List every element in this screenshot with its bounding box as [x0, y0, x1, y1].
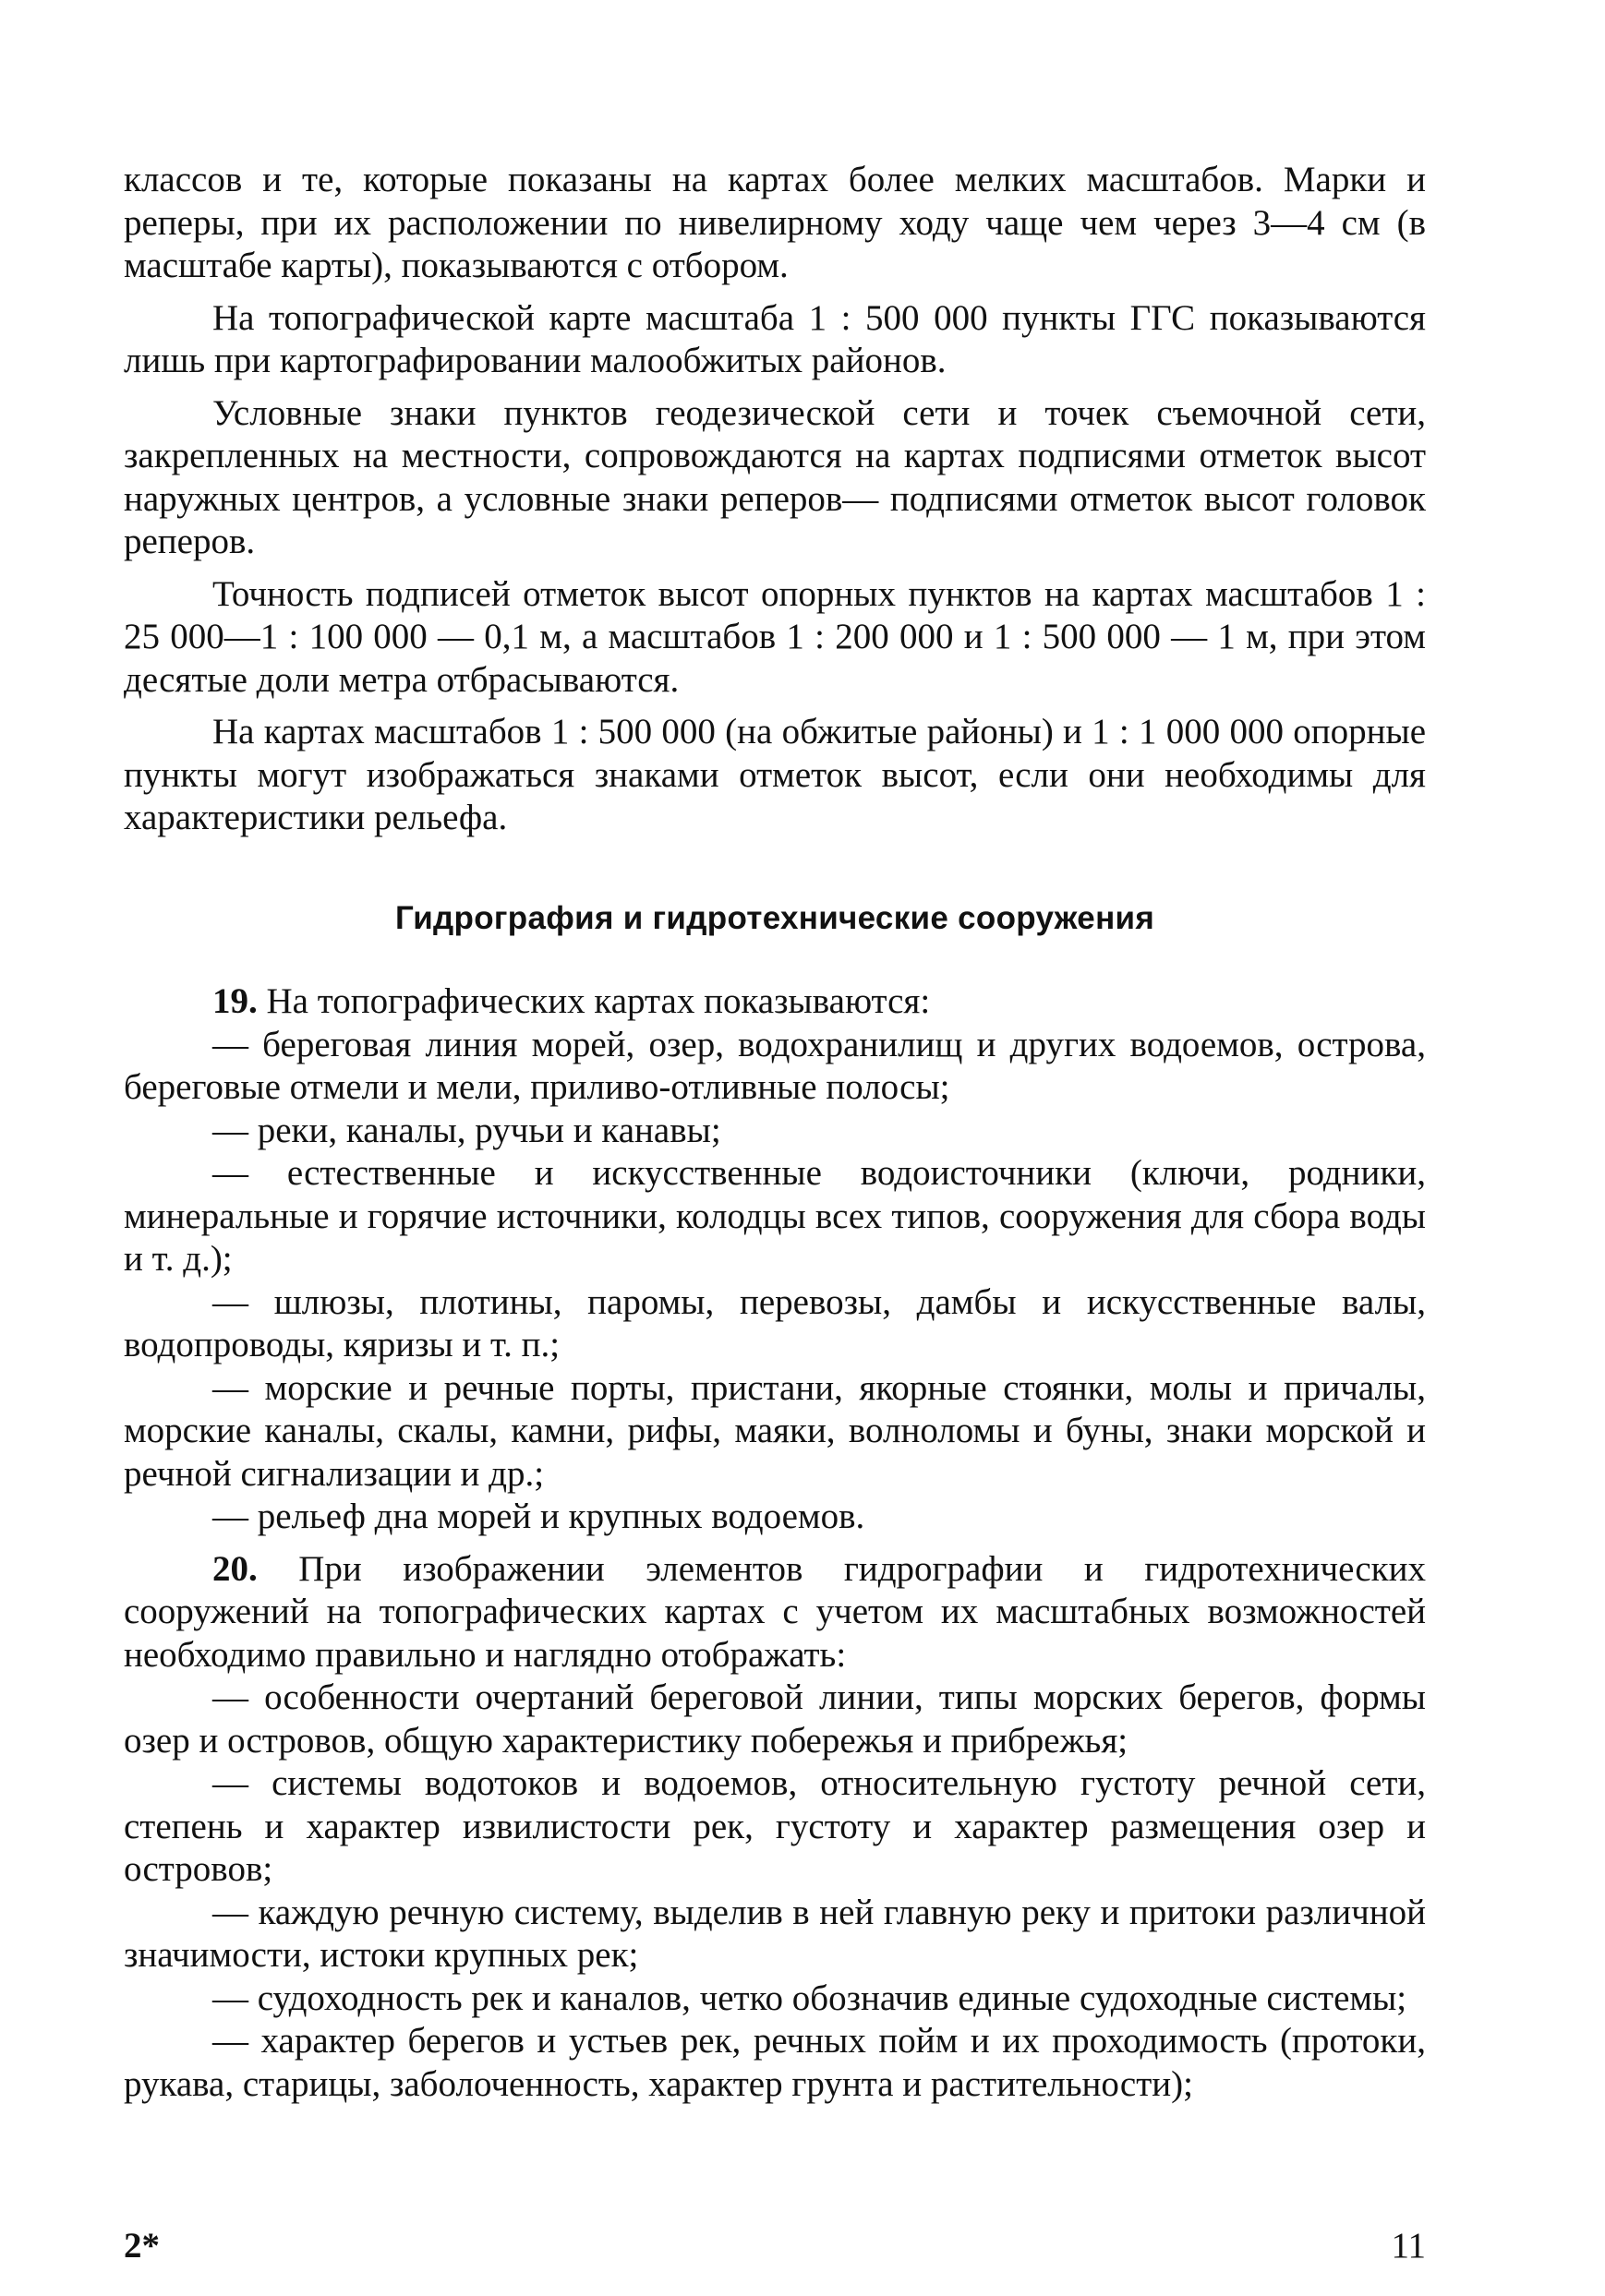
list-item: — реки, каналы, ручьи и канавы; — [212, 1110, 721, 1150]
paragraph: На картах масштабов 1 : 500 000 (на обжитые районы) и 1 : 1 000 000 опорные пункты могут изображаться знаками отметок высот, если они необходимы для характеристики рельефа. — [124, 712, 1426, 837]
paragraph: Точность подписей отметок высот опорных пунктов на картах масштабов 1 : 25 000—1 : 100 000 — 0,1 м, а масштабов 1 : 200 000 и 1 : 500 000 — 1 м, при этом десятые доли метра отбрасываются. — [124, 573, 1426, 700]
list-item: — шлюзы, плотины, паромы, перевозы, дамбы и искусственные валы, водопроводы, кяризы и т. п.; — [124, 1281, 1426, 1364]
list-item: — системы водотоков и водоемов, относительную густоту речной сети, степень и характер извилистости рек, густоту и характер размещения озер и островов; — [124, 1763, 1426, 1889]
item-text: При изображении элементов гидрографии и гидротехнических сооружений на топографических картах с учетом их масштабных возможностей необходимо правильно и наглядно отображать: — [124, 1548, 1426, 1675]
item-19 — [124, 980, 1426, 1024]
section-heading: Гидрография и гидротехнические сооружения — [394, 899, 1155, 936]
page-body — [124, 159, 1426, 2106]
paragraph: классов и те, которые показаны на картах более мелких масштабов. Марки и реперы, при их расположении по нивелирному ходу чаще чем через 3—4 см (в масштабе карты), показываются с отбором. — [124, 160, 1426, 285]
list-item: — береговая линия морей, озер, водохранилищ и других водоемов, острова, береговые отмели и мели, приливо-отливные полосы; — [124, 1024, 1426, 1107]
list-item: — каждую речную систему, выделив в ней главную реку и притоки различной значимости, истоки крупных рек; — [124, 1892, 1426, 1975]
list-item: — судоходность рек и каналов, четко обозначив единые судоходные системы; — [212, 1977, 1407, 2018]
item-text: На топографических картах показываются: — [257, 981, 931, 1021]
item-number: 19. — [212, 981, 258, 1021]
list-item: — естественные и искусственные водоисточники (ключи, родники, минеральные и горячие источники, колодцы всех типов, сооружения для сбора воды и т. д.); — [124, 1153, 1426, 1279]
signature-mark: 2* — [124, 2226, 160, 2266]
list-item: — особенности очертаний береговой линии, типы морских берегов, формы озер и островов, общую характеристику побережья и прибрежья; — [124, 1677, 1426, 1761]
list-item: — рельеф дна морей и крупных водоемов. — [212, 1497, 865, 1536]
paragraph: На топографической карте масштаба 1 : 500 000 пункты ГГС показываются лишь при картографировании малообжитых районов. — [124, 297, 1426, 380]
page-number: 11 — [1391, 2226, 1426, 2266]
item-number: 20. — [212, 1548, 258, 1589]
list-item: — характер берегов и устьев рек, речных пойм и их проходимость (протоки, рукава, старицы, заболоченность, характер грунта и растительности); — [124, 2021, 1426, 2104]
item-20 — [124, 1548, 1426, 1677]
list-item: — морские и речные порты, пристани, якорные стоянки, молы и причалы, морские каналы, скалы, камни, рифы, маяки, волноломы и буны, знаки морской и речной сигнализации и др.; — [124, 1367, 1426, 1494]
paragraph: Условные знаки пунктов геодезической сети и точек съемочной сети, закрепленных на местности, сопровождаются на картах подписями отметок высот наружных центров, а условные знаки реперов— подписями отметок высот головок реперов. — [124, 392, 1426, 561]
